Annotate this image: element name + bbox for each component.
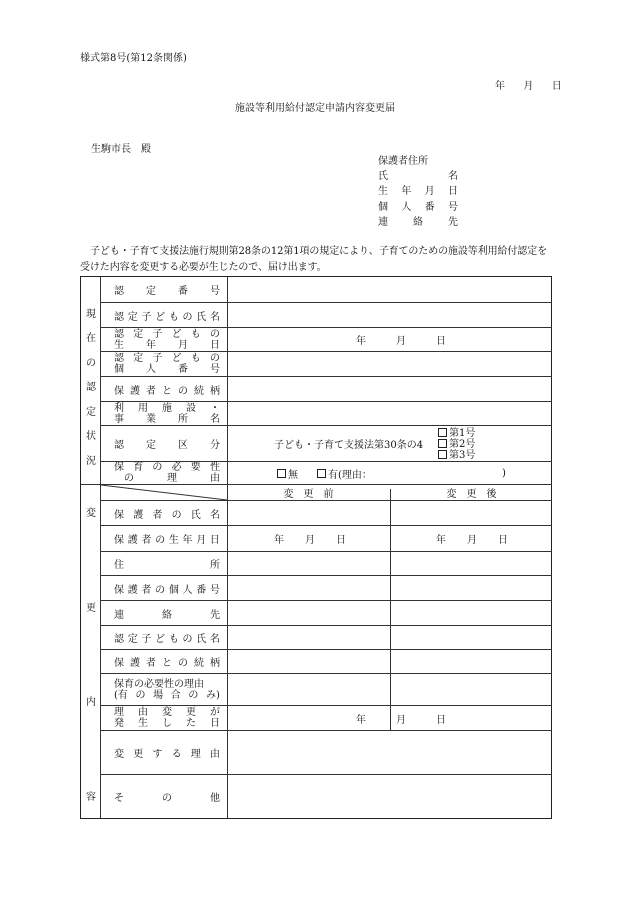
guardian-number-label: 個 人 番 号 bbox=[378, 201, 458, 213]
label-facility: 利 用 施 設 ・ 事 業 所 名 bbox=[114, 402, 220, 425]
checkbox-icon[interactable] bbox=[438, 439, 447, 448]
document-title: 施設等利用給付認定申請内容変更届 bbox=[235, 103, 395, 114]
guardian-address-label: 保護者住所 bbox=[378, 156, 428, 167]
necessity-yes-option[interactable]: 有(理由： bbox=[317, 462, 372, 484]
date-day-label: 日 bbox=[551, 81, 562, 92]
category-law-text: 子ども・子育て支援法第30条の4 bbox=[274, 440, 424, 451]
category-option-2[interactable]: 第2号 bbox=[438, 439, 475, 450]
checkbox-icon[interactable] bbox=[277, 469, 286, 478]
form-table bbox=[80, 276, 552, 819]
form-reference: 様式第8号(第12条関係) bbox=[80, 53, 187, 64]
category-options bbox=[438, 428, 475, 461]
side-label-current-1: 現 bbox=[86, 309, 96, 320]
label-child-number: 認 定 子 ど も の 個 人 番 号 bbox=[114, 353, 220, 375]
label-child-name: 認 定 子 ど も の 氏 名 bbox=[114, 311, 220, 323]
column-after: 変 更 後 bbox=[446, 489, 497, 500]
side-label-change-3: 内 bbox=[86, 697, 96, 708]
label-guardian-birth: 保 護 者 の 生 年 月 日 bbox=[114, 535, 220, 546]
necessity-close-paren: ) bbox=[502, 467, 506, 479]
label-guardian-name: 保 護 者 の 氏 名 bbox=[114, 509, 220, 521]
addressee: 生駒市長 殿 bbox=[91, 144, 151, 155]
category-option-3[interactable]: 第3号 bbox=[438, 450, 475, 461]
birth-after-field[interactable]: 年 月 日 bbox=[436, 535, 508, 546]
guardian-name-label: 氏 名 bbox=[378, 171, 458, 183]
change-date-field[interactable]: 年 月 日 bbox=[356, 714, 446, 726]
guardian-contact-label: 連 絡 先 bbox=[378, 216, 458, 228]
label-change-necessity: 保育の必要性の理由 (有 の 場 合 の み) bbox=[114, 678, 220, 701]
side-label-current-5: 定 bbox=[86, 407, 96, 418]
label-child-birth: 認 定 子 ど も の 生 年 月 日 bbox=[114, 328, 220, 351]
label-change-date: 理 由 変 更 が 発 生 し た 日 bbox=[114, 707, 220, 729]
checkbox-icon[interactable] bbox=[438, 450, 447, 459]
side-label-change-1: 変 bbox=[86, 508, 96, 519]
label-change-reason: 変 更 す る 理 由 bbox=[114, 749, 220, 760]
category-option-1[interactable]: 第1号 bbox=[438, 428, 475, 439]
side-label-current-2: 在 bbox=[86, 333, 96, 344]
checkbox-icon[interactable] bbox=[438, 428, 447, 437]
side-label-current-7: 況 bbox=[86, 456, 96, 467]
child-birth-date-field[interactable]: 年 月 日 bbox=[356, 336, 446, 347]
column-before: 変 更 前 bbox=[283, 489, 334, 500]
birth-before-field[interactable]: 年 月 日 bbox=[274, 535, 346, 546]
label-change-child-name: 認 定 子 ど も の 氏 名 bbox=[114, 634, 220, 645]
side-label-current-6: 状 bbox=[86, 431, 96, 442]
side-label-change-4: 容 bbox=[86, 792, 96, 803]
submission-date bbox=[495, 77, 562, 92]
diagonal-divider bbox=[101, 485, 227, 500]
necessity-none-option[interactable]: 無 bbox=[277, 462, 298, 484]
label-contact: 連 絡 先 bbox=[114, 609, 220, 621]
label-guardian-number: 保 護 者 の 個 人 番 号 bbox=[114, 584, 220, 596]
date-month-label: 月 bbox=[523, 81, 534, 92]
label-other: そ の 他 bbox=[114, 793, 220, 804]
label-relationship: 保 護 者 と の 続 柄 bbox=[114, 385, 220, 397]
date-year-label: 年 bbox=[495, 81, 505, 92]
declaration-text: 子ども・子育て支援法施行規則第28条の12第1項の規定により、子育てのための施設等利用給付認定を受けた内容を変更する必要が生じたので、届け出ます。 bbox=[80, 246, 548, 273]
side-label-change-2: 更 bbox=[86, 603, 96, 614]
label-necessity: 保 育 の 必 要 性 の 理 由 bbox=[114, 462, 220, 484]
label-change-relationship: 保 護 者 と の 続 柄 bbox=[114, 658, 220, 669]
label-cert-number: 認 定 番 号 bbox=[114, 286, 220, 297]
label-category: 認 定 区 分 bbox=[114, 440, 220, 451]
side-label-current-3: の bbox=[86, 358, 96, 369]
checkbox-icon[interactable] bbox=[317, 469, 326, 478]
side-label-current-4: 認 bbox=[86, 382, 96, 393]
guardian-info-block bbox=[378, 152, 458, 228]
label-address: 住 所 bbox=[114, 560, 220, 571]
guardian-birth-label: 生 年 月 日 bbox=[378, 186, 458, 198]
